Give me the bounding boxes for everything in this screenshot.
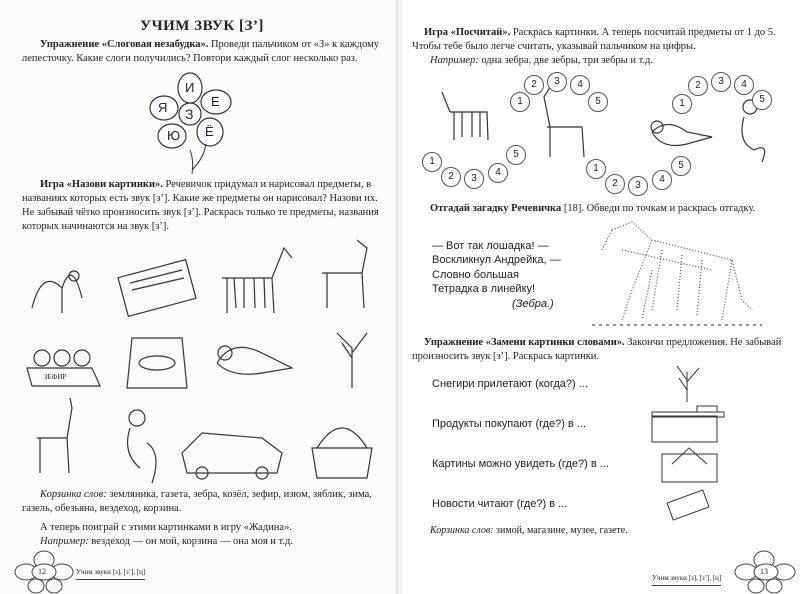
museum-picture (647, 444, 727, 484)
newspaper-picture (118, 260, 196, 317)
count-circle[interactable]: 2 (524, 75, 544, 95)
count-circle[interactable]: 4 (734, 75, 754, 95)
poem-line: Словно большая (432, 268, 519, 281)
count-circle[interactable]: 1 (510, 92, 530, 112)
page-footer: Учим звуки [з], [з’], [ц] (76, 568, 145, 580)
word-basket-label: Корзинка слов: (430, 525, 494, 536)
count-circle[interactable]: 2 (441, 167, 461, 187)
flower-center: З (185, 106, 194, 122)
word-basket (412, 524, 786, 538)
count-circle[interactable]: 5 (588, 92, 608, 112)
sentence-list (412, 364, 786, 524)
picture-grid (22, 238, 382, 484)
left-page (0, 0, 398, 594)
sentence-row (432, 444, 786, 484)
exercise-name: Упражнение «Слоговая незабудка». (40, 39, 209, 50)
strawberry-picture (32, 271, 82, 313)
sentence-row (432, 484, 786, 524)
count-circle[interactable]: 1 (672, 94, 692, 114)
count-circle[interactable]: 5 (506, 145, 526, 165)
count-circle[interactable]: 5 (671, 156, 691, 176)
count-circle[interactable]: 4 (570, 75, 590, 95)
count-circle[interactable]: 2 (688, 76, 708, 96)
count-circle[interactable]: 1 (422, 152, 442, 172)
sentence-row (432, 364, 786, 404)
petal: И (185, 80, 195, 95)
count-circle[interactable]: 1 (586, 159, 606, 179)
dotted-zebra-tracing[interactable] (592, 220, 762, 330)
exercise-name: Упражнение «Замени картинки словами». (424, 337, 625, 348)
gazelle-picture (544, 87, 584, 157)
sentence: Новости читают (где?) в ... (432, 498, 568, 510)
word-basket-label: Корзинка слов: (40, 489, 107, 500)
exercise-text: Раскрась картинки. А теперь посчитай предметы от 1 до 5. Чтобы тебе было легче считать, указывай пальчиком на цифры. (412, 27, 776, 52)
exercise-name: Игра «Назови картинки». (40, 179, 163, 190)
count-circle[interactable]: 5 (752, 90, 772, 110)
riddle-name: Отгадай загадку Речевичка (430, 203, 562, 214)
gazelle-picture (37, 398, 72, 473)
page-footer: Учим звуки [з], [з’], [ц] (652, 574, 721, 586)
count-circle[interactable]: 3 (628, 176, 648, 196)
petal: Е (211, 94, 220, 109)
count-circle[interactable]: 3 (464, 169, 484, 189)
count-circle[interactable]: 3 (547, 72, 567, 92)
page-number: 13 (760, 567, 768, 576)
example-label: Например: (430, 55, 479, 66)
petal: Я (158, 100, 168, 115)
page-number: 12 (38, 567, 46, 576)
example-label: Например: (40, 536, 89, 547)
picture-grid-area (22, 238, 382, 484)
riddle-area (412, 216, 786, 334)
riddle-answer: (Зебра.) (512, 297, 554, 310)
count-circle[interactable]: 4 (488, 163, 508, 183)
poem-line: Воскликнул Андрейка, — (432, 254, 561, 267)
exercise-count (412, 26, 786, 54)
sentence-row (432, 404, 786, 444)
riddle-text: [18]. Обведи по точкам и раскрась отгадку. (561, 203, 756, 214)
sentence: Продукты покупают (где?) в ... (432, 418, 587, 430)
word-basket-words: земляника, газета, зебра, козёл, зефир, изюм, зяблик, зима, газель, обезьяна, вездеход, корзина. (22, 489, 372, 514)
word-basket-words: зимой, магазине, музее, газете. (493, 525, 628, 536)
example (412, 54, 786, 68)
count-circle[interactable]: 4 (652, 170, 672, 190)
exercise-text: Речевичок придумал и нарисовал предметы, в названиях которых есть звук [з’]. Какие же предметы он нарисовал? Назови их. Не забывай чётко произносить звук [з’]. Раскрась только те предметы, названия которых начинаются на звук [з’]. (22, 179, 379, 232)
exercise-text: Проведи пальчиком от «З» к каждому лепесточку. Какие слоги получились? Повтори каждый слог несколько раз. (22, 39, 380, 64)
right-page (402, 0, 800, 594)
syllable-flower-area (22, 70, 382, 174)
counting-area (412, 72, 786, 198)
sentence: Картины можно увидеть (где?) в ... (432, 458, 609, 470)
poem-line: — Вот так лошадка! — (432, 239, 549, 252)
zebra-picture (222, 248, 292, 313)
count-circle[interactable]: 2 (605, 174, 625, 194)
goat-picture (322, 240, 367, 308)
poem-line: Тетрадка в линейку! (432, 283, 536, 296)
petal: Ё (205, 124, 214, 139)
shop-picture (647, 404, 727, 444)
page-title: УЧИМ ЗВУК [З’] (140, 18, 264, 34)
zephyr-box-label: ЗЕФИР (44, 373, 67, 381)
raisin-bag-picture (127, 338, 187, 388)
riddle-instruction (412, 202, 786, 216)
riddle-poem (412, 239, 592, 312)
example (22, 535, 382, 549)
zebra-picture (442, 92, 488, 140)
example-text: одна зебра, две зебры, три зебры и т.д. (478, 55, 653, 66)
winter-tree-picture (647, 364, 727, 404)
petal: Ю (167, 128, 181, 143)
exercise-replace-pictures (412, 336, 786, 364)
exercise-name: Игра «Посчитай». (424, 27, 511, 38)
game-greedy: А теперь поиграй с этими картинками в игру «Жадина». (40, 522, 292, 533)
winter-tree-picture (337, 333, 367, 388)
count-circle[interactable]: 3 (711, 72, 731, 92)
exercise-name-pictures (22, 178, 382, 234)
monkey-picture (128, 410, 156, 483)
example-text: вездеход — он мой, корзина — она моя и т.д. (88, 536, 293, 547)
exercise-text: Закончи предложения. Не забывай произносить звук [з’]. Раскрась картинки. (412, 337, 782, 362)
newspaper-picture (647, 484, 727, 524)
sentence: Снегири прилетают (когда?) ... (432, 378, 588, 390)
exercise-syllable-flower (22, 38, 382, 66)
pigeon-picture (651, 121, 712, 146)
all-terrain-vehicle-picture (182, 433, 282, 479)
chaffinch-picture (217, 346, 292, 374)
word-basket (22, 488, 382, 516)
basket-picture (312, 428, 372, 478)
